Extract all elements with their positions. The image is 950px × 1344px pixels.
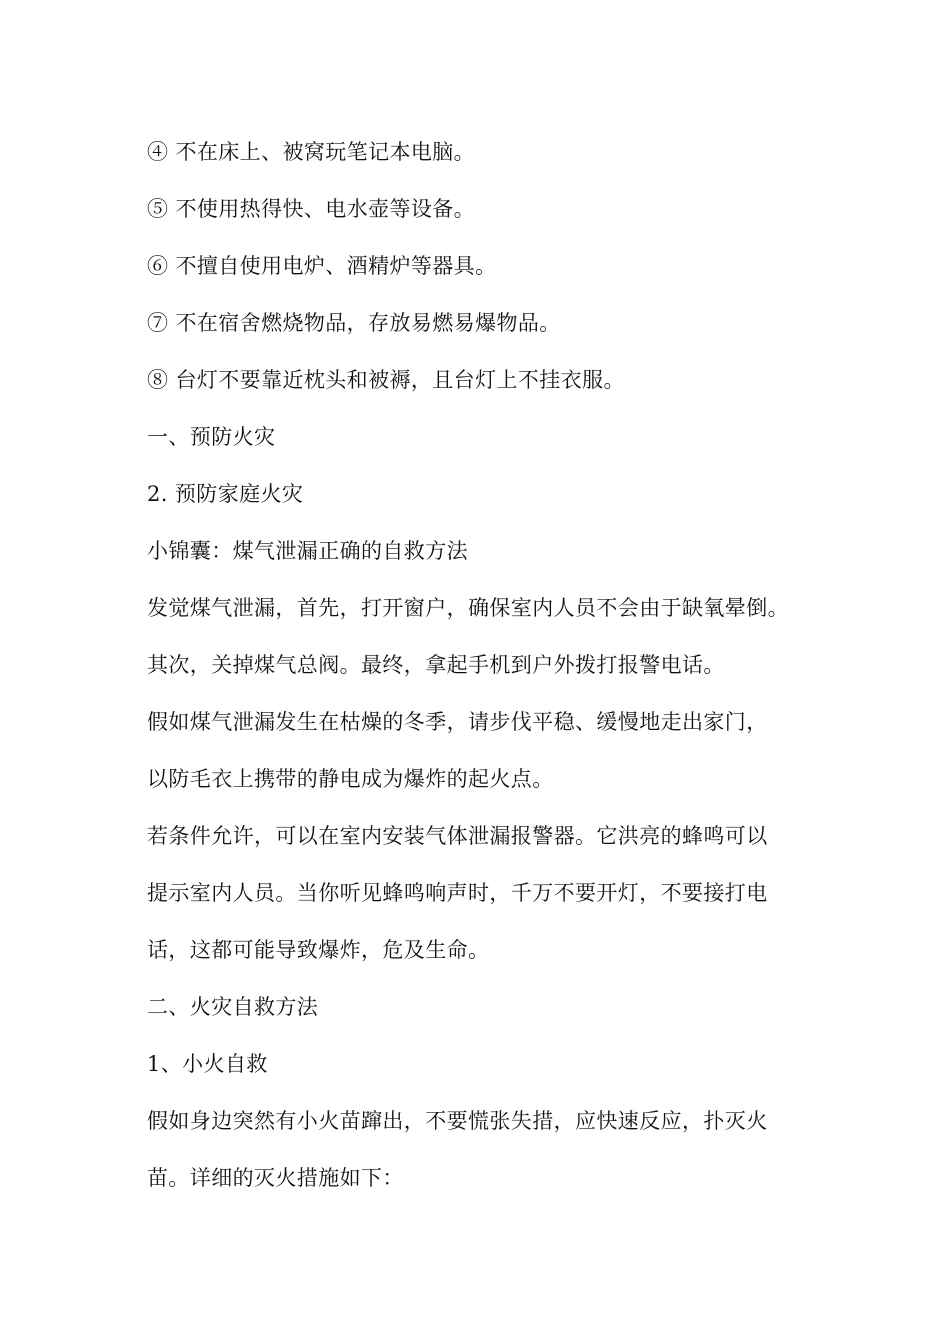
list-item-7: ⑦ 不在宿舍燃烧物品，存放易燃易爆物品。 bbox=[147, 311, 561, 335]
paragraph-line: 假如煤气泄漏发生在枯燥的冬季，请步伐平稳、缓慢地走出家门， bbox=[147, 710, 768, 734]
paragraph-line: 其次，关掉煤气总阀。最终，拿起手机到户外拨打报警电话。 bbox=[147, 653, 725, 677]
list-item-5: ⑤ 不使用热得快、电水壶等设备。 bbox=[147, 197, 476, 221]
paragraph-line: 若条件允许，可以在室内安装气体泄漏报警器。它洪亮的蜂鸣可以 bbox=[147, 824, 768, 848]
section-heading-self-rescue: 二、火灾自救方法 bbox=[147, 995, 319, 1019]
paragraph-line: 话，这都可能导致爆炸，危及生命。 bbox=[147, 938, 490, 962]
subsection-heading-home-fire: 2. 预防家庭火灾 bbox=[147, 482, 304, 506]
paragraph-line: 提示室内人员。当你听见蜂鸣响声时，千万不要开灯，不要接打电 bbox=[147, 881, 768, 905]
paragraph-line: 发觉煤气泄漏，首先，打开窗户，确保室内人员不会由于缺氧晕倒。 bbox=[147, 596, 789, 620]
section-heading-prevent-fire: 一、预防火灾 bbox=[147, 425, 276, 449]
paragraph-line: 以防毛衣上携带的静电成为爆炸的起火点。 bbox=[147, 767, 554, 791]
list-item-6: ⑥ 不擅自使用电炉、酒精炉等器具。 bbox=[147, 254, 497, 278]
paragraph-line: 苗。详细的灭火措施如下： bbox=[147, 1166, 404, 1190]
list-item-8: ⑧ 台灯不要靠近枕头和被褥，且台灯上不挂衣服。 bbox=[147, 368, 625, 392]
list-item-4: ④ 不在床上、被窝玩笔记本电脑。 bbox=[147, 140, 476, 164]
tip-heading-gas-leak: 小锦囊：煤气泄漏正确的自救方法 bbox=[147, 539, 468, 563]
paragraph-line: 假如身边突然有小火苗蹿出，不要慌张失措，应快速反应，扑灭火 bbox=[147, 1109, 768, 1133]
subsection-heading-small-fire: 1、小火自救 bbox=[147, 1052, 268, 1076]
